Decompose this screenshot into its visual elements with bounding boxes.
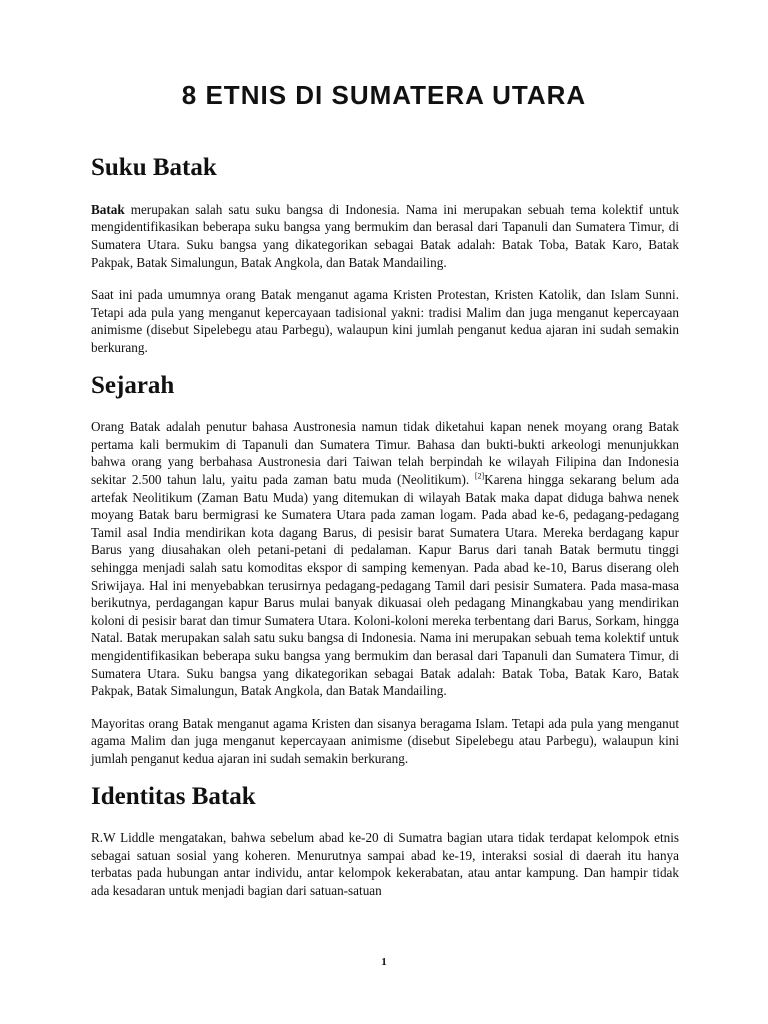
paragraph-text: Orang Batak adalah penutur bahasa Austronesia namun tidak diketahui kapan nenek moyang orang Batak pertama kali bermukim di Tapanuli dan Sumatera Timur. Bahasa dan bukti-bukti arkeologi menunjukkan bahwa orang yang berbahasa Austronesia dari Taiwan telah berpindah ke wilayah Filipina dan Indonesia sekitar 2.500 tahun lalu, yaitu pada zaman batu muda (Neolitikum). — [91, 419, 679, 488]
page-number: 1 — [381, 956, 387, 968]
document-body — [91, 150, 679, 915]
section-suku-batak — [91, 154, 679, 357]
paragraph-text: merupakan salah satu suku bangsa di Indonesia. Nama ini merupakan sebuah tema kolektif untuk mengidentifikasikan beberapa suku bangsa yang bermukim dan berasal dari Tapanuli dan Sumatera Timur, di Sumatera Utara. Suku bangsa yang dikategorikan sebagai Batak adalah: Batak Toba, Batak Karo, Batak Pakpak, Batak Simalungun, Batak Angkola, dan Batak Mandailing. — [91, 201, 679, 270]
section-identitas-batak — [91, 783, 679, 900]
paragraph: R.W Liddle mengatakan, bahwa sebelum abad ke-20 di Sumatra bagian utara tidak terdapat kelompok etnis sebagai satuan sosial yang koheren. Menurutnya sampai abad ke-19, interaksi sosial di daerah itu hanya terbatas pada hubungan antar individu, antar kelompok kekerabatan, atau antar kampung. Dan hampir tidak ada kesadaran untuk menjadi bagian dari satuan-satuan — [91, 830, 679, 899]
paragraph-text: Karena hingga sekarang belum ada artefak Neolitikum (Zaman Batu Muda) yang ditemukan di wilayah Batak maka dapat diduga bahwa nenek moyang Batak baru bermigrasi ke Sumatera Utara pada zaman logam. Pada abad ke-6, pedagang-pedagang Tamil asal India mendirikan kota dagang Barus, di pesisir barat Sumatera Utara. Mereka berdagang kapur Barus yang diusahakan oleh petani-petani di pedalaman. Kapur Barus dari tanah Batak bermutu tinggi sehingga menjadi salah satu komoditas ekspor di samping kemenyan. Pada abad ke-10, Barus diserang oleh Sriwijaya. Hal ini menyebabkan terusirnya pedagang-pedagang Tamil dari pesisir Sumatera. Pada masa-masa berikutnya, perdagangan kapur Barus mulai banyak dikuasai oleh pedagang Minangkabau yang mendirikan koloni di pesisir barat dan timur Sumatera Utara. Koloni-koloni mereka terbentang dari Barus, Sorkam, hingga Natal. Batak merupakan salah satu suku bangsa di Indonesia. Nama ini merupakan sebuah tema kolektif untuk mengidentifikasikan beberapa suku bangsa yang bermukim dan berasal dari Tapanuli dan Sumatera Timur, di Sumatera Utara. Suku bangsa yang dikategorikan sebagai Batak adalah: Batak Toba, Batak Karo, Batak Pakpak, Batak Simalungun, Batak Angkola, dan Batak Mandailing. — [91, 472, 679, 699]
document-title: 8 ETNIS DI SUMATERA UTARA — [181, 80, 587, 110]
bold-term: Batak — [91, 201, 125, 217]
paragraph — [91, 418, 679, 700]
section-heading: Sejarah — [91, 371, 175, 399]
paragraph: Saat ini pada umumnya orang Batak menganut agama Kristen Protestan, Kristen Katolik, dan Islam Sunni. Tetapi ada pula yang menganut kepercayaan tadisional yakni: tradisi Malim dan juga menganut kepercayaan animisme (disebut Sipelebegu atau Parbegu), walaupun kini jumlah penganut kedua ajaran ini sudah semakin berkurang. — [91, 287, 679, 355]
footnote-reference[interactable]: [2] — [474, 471, 485, 481]
section-sejarah — [91, 372, 679, 768]
paragraph — [91, 201, 679, 271]
section-heading: Suku Batak — [91, 154, 217, 181]
section-heading: Identitas Batak — [91, 782, 256, 810]
paragraph: Mayoritas orang Batak menganut agama Kristen dan sisanya beragama Islam. Tetapi ada pula yang menganut agama Malim dan juga menganut kepercayaan animisme (disebut Sipelebegu atau Parbegu), walaupun kini jumlah penganut kedua ajaran ini sudah semakin berkurang. — [91, 715, 679, 766]
